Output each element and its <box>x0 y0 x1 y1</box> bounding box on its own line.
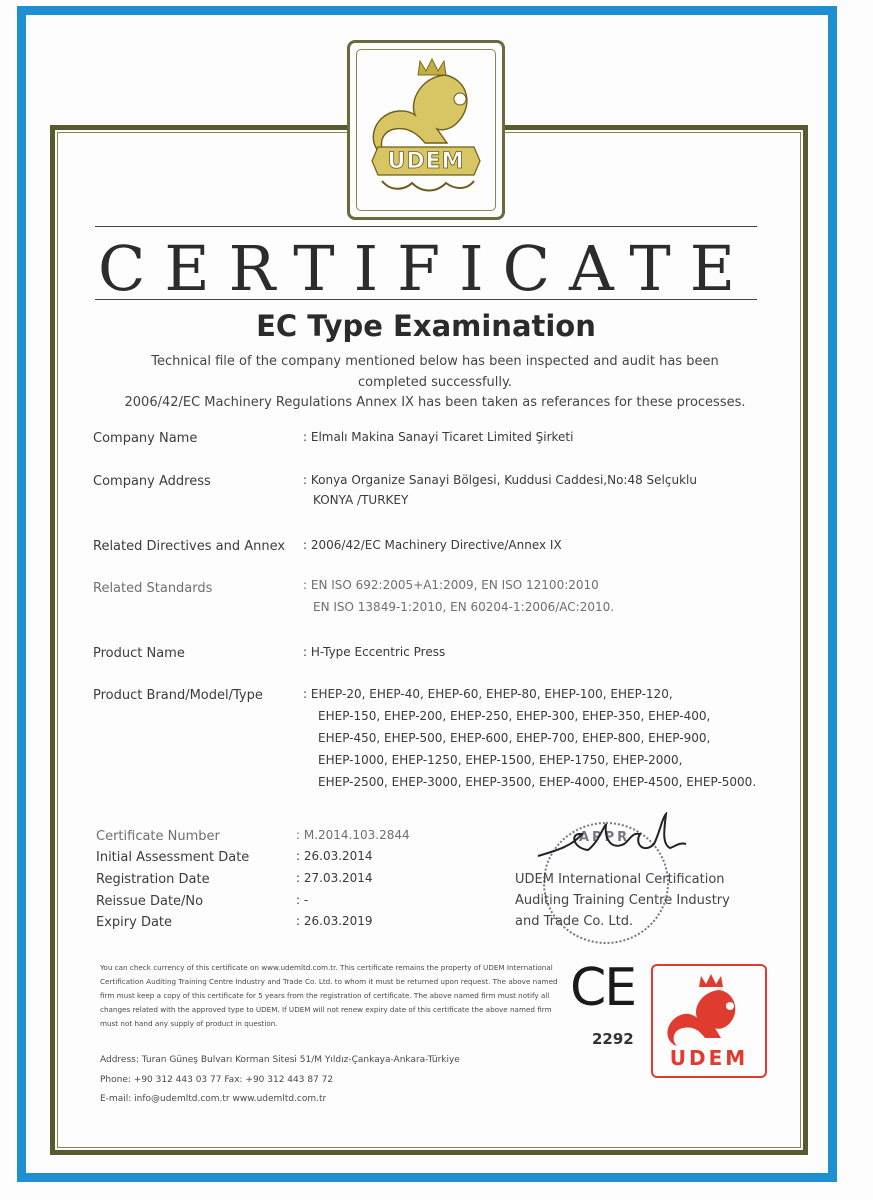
standards-line-1: : EN ISO 692:2005+A1:2009, EN ISO 12100:2010 <box>303 578 599 592</box>
standards-line-2: EN ISO 13849-1:2010, EN 60204-1:2006/AC:2010. <box>313 600 615 614</box>
reissue-value: : - <box>296 893 309 907</box>
certificate-number-label: Certificate Number <box>96 829 220 844</box>
directives-value: : 2006/42/EC Machinery Directive/Annex IX <box>303 538 562 552</box>
standards-label: Related Standards <box>93 581 213 596</box>
product-name-value: : H-Type Eccentric Press <box>303 645 446 659</box>
company-address-label: Company Address <box>93 474 211 489</box>
udem-red-label: UDEM <box>669 1046 749 1070</box>
email-web-line: E-mail: info@udemltd.com.tr www.udemltd.com.tr <box>100 1094 327 1104</box>
company-name-value: : Elmalı Makina Sanayi Ticaret Limited Şirketi <box>303 430 574 444</box>
intro-line-3: 2006/42/EC Machinery Regulations Annex IX has been taken as referances for these processes. <box>124 395 746 410</box>
issuer-line-2: Auditing Training Centre Industry <box>515 893 730 908</box>
certificate-title: CERTIFICATE <box>97 232 755 305</box>
registration-label: Registration Date <box>96 872 210 887</box>
phone-fax-line: Phone: +90 312 443 03 77 Fax: +90 312 443 87 72 <box>100 1075 334 1085</box>
intro-line-2: completed successfully. <box>358 375 512 390</box>
certificate-number-value: : M.2014.103.2844 <box>296 828 410 842</box>
signature-icon <box>530 812 700 872</box>
product-models-label: Product Brand/Model/Type <box>93 688 263 703</box>
stamp-text: APPR <box>579 830 631 845</box>
initial-assessment-label: Initial Assessment Date <box>96 850 250 865</box>
ce-mark: CE <box>570 958 636 1018</box>
product-models-line-4: EHEP-1000, EHEP-1250, EHEP-1500, EHEP-1750, EHEP-2000, <box>318 753 683 767</box>
product-models-line-2: EHEP-150, EHEP-200, EHEP-250, EHEP-300, EHEP-350, EHEP-400, <box>318 709 711 723</box>
issuer-line-1: UDEM International Certification <box>515 872 725 887</box>
address-line: Address: Turan Güneş Bulvarı Korman Sitesi 51/M Yıldız-Çankaya-Ankara-Türkiye <box>100 1055 460 1065</box>
certificate-subtitle: EC Type Examination <box>256 309 596 343</box>
svg-text:UDEM: UDEM <box>387 149 465 174</box>
intro-line-1: Technical file of the company mentioned below has been inspected and audit has been <box>151 354 719 369</box>
expiry-label: Expiry Date <box>96 915 173 930</box>
title-bottom-rule <box>95 299 757 300</box>
notified-body-number: 2292 <box>592 1030 634 1048</box>
company-address-line-2: KONYA /TURKEY <box>313 493 409 507</box>
lion-red-icon <box>653 968 765 1048</box>
reissue-label: Reissue Date/No <box>96 894 204 909</box>
udem-logo-top <box>347 40 505 220</box>
udem-logo-bottom <box>651 964 767 1078</box>
terms-small-print: You can check currency of this certificate on www.udemltd.com.tr. This certificate remains the property of UDEM International Certification Auditing Training Centre Industry and Trade Co. Ltd. to whom it must be returned upon request. The above named firm must keep a copy of this certificate for 5 years from the registration of certificate. The above named firm must notify all changes related with the approved type to UDEM. If UDEM will not renew expiry date of this certificate the above named firm must not hand any supply of product in question. <box>100 963 558 1028</box>
initial-assessment-value: : 26.03.2014 <box>296 849 373 863</box>
expiry-value: : 26.03.2019 <box>296 914 373 928</box>
product-models-line-3: EHEP-450, EHEP-500, EHEP-600, EHEP-700, EHEP-800, EHEP-900, <box>318 731 711 745</box>
registration-value: : 27.03.2014 <box>296 871 373 885</box>
title-top-rule <box>95 226 757 227</box>
product-name-label: Product Name <box>93 646 185 661</box>
issuer-line-3: and Trade Co. Ltd. <box>515 914 634 929</box>
lion-crest-icon <box>350 43 502 217</box>
product-models-line-5: EHEP-2500, EHEP-3000, EHEP-3500, EHEP-4000, EHEP-4500, EHEP-5000. <box>318 775 757 789</box>
company-name-label: Company Name <box>93 431 198 446</box>
directives-label: Related Directives and Annex <box>93 539 286 554</box>
company-address-line-1: : Konya Organize Sanayi Bölgesi, Kuddusi Caddesi,No:48 Selçuklu <box>303 473 697 487</box>
product-models-line-1: : EHEP-20, EHEP-40, EHEP-60, EHEP-80, EHEP-100, EHEP-120, <box>303 687 673 701</box>
